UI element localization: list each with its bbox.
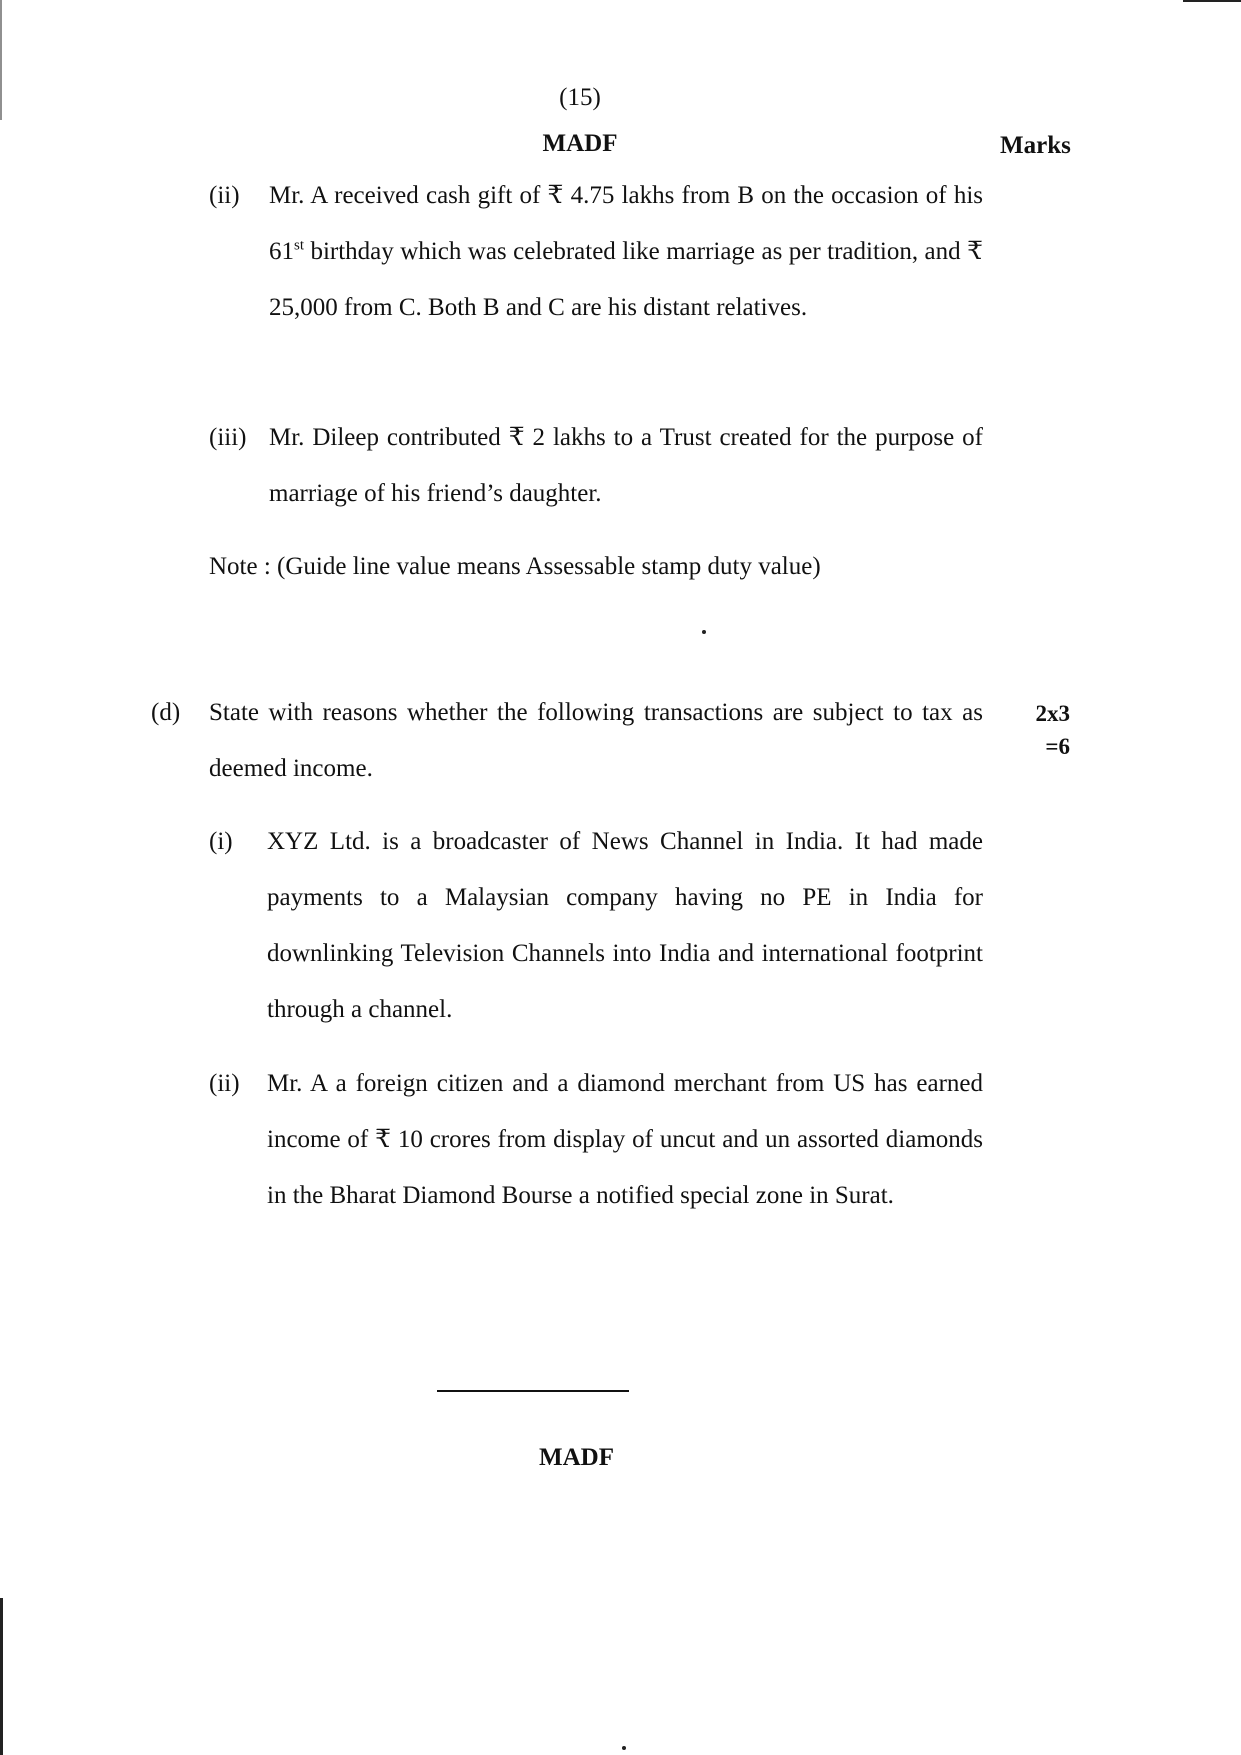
item-label: (ii) xyxy=(209,1070,240,1097)
item-text-part: Mr. A received cash gift of ₹ 4.75 lakhs from B on the occasion of his 61 xyxy=(269,182,983,265)
footer-paper-code: MADF xyxy=(539,1444,614,1471)
marks-column-heading: Marks xyxy=(1000,132,1071,159)
question-text: State with reasons whether the following transactions are subject to tax as deemed income. xyxy=(209,699,983,782)
marks-total: =6 xyxy=(1045,734,1070,759)
item-label: (iii) xyxy=(209,424,247,451)
item-text: Mr. Dileep contributed ₹ 2 lakhs to a Trust created for the purpose of marriage of his friend’s daughter. xyxy=(269,424,983,507)
scan-speck xyxy=(622,1746,626,1750)
scan-edge-top-right xyxy=(1183,0,1241,2)
scan-edge-left-bottom xyxy=(0,1598,3,1755)
scan-speck xyxy=(702,630,706,634)
ordinal-superscript: st xyxy=(294,237,305,254)
page-number: (15) xyxy=(559,84,601,111)
end-rule xyxy=(437,1390,629,1392)
paper-code: MADF xyxy=(542,130,618,157)
note: Note : (Guide line value means Assessable stamp duty value) xyxy=(209,553,821,580)
item-text xyxy=(269,168,983,336)
marks-breakdown: 2x3 xyxy=(1035,701,1070,726)
item-text-part: birthday which was celebrated like marriage as per tradition, and ₹ 25,000 from C. Both B and C are his distant relatives. xyxy=(269,238,983,321)
item-text: Mr. A a foreign citizen and a diamond merchant from US has earned income of ₹ 10 crores from display of uncut and un assorted diamonds in the Bharat Diamond Bourse a notified special zone in Surat. xyxy=(267,1070,983,1209)
item-text: XYZ Ltd. is a broadcaster of News Channel in India. It had made payments to a Malaysian company having no PE in India for downlinking Television Channels into India and international footprint through a channel. xyxy=(267,828,983,1023)
question-marks xyxy=(1010,697,1070,763)
question-label: (d) xyxy=(151,699,181,726)
item-label: (i) xyxy=(209,828,233,855)
item-label: (ii) xyxy=(209,182,240,209)
